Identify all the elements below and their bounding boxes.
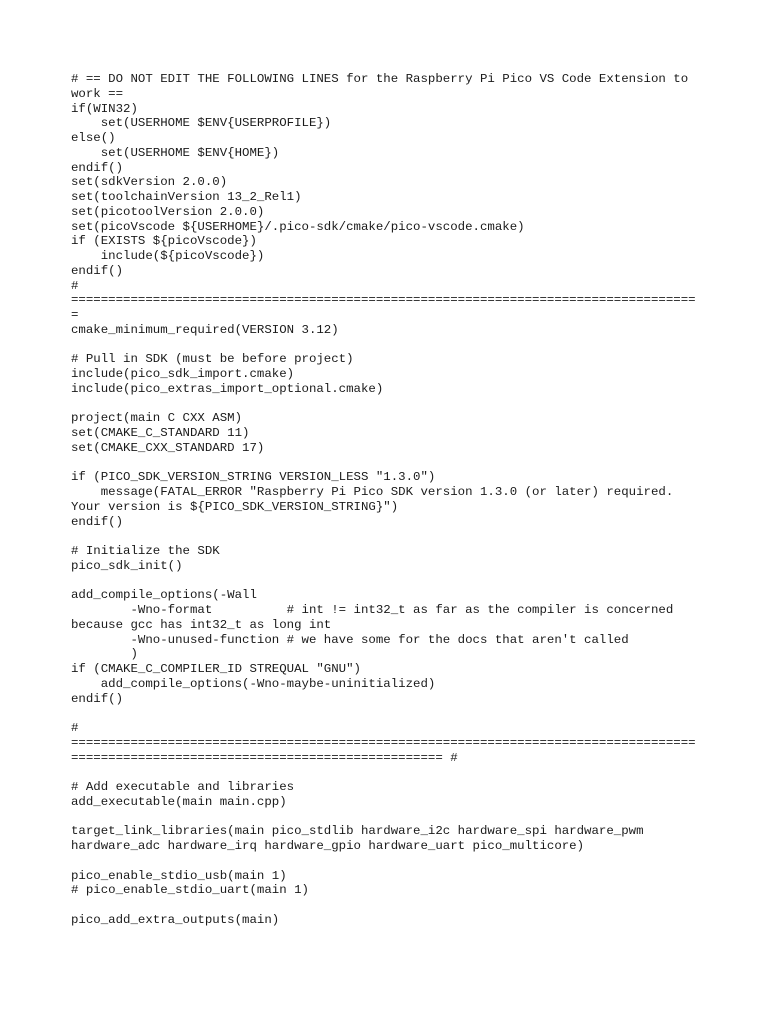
code-line (71, 397, 696, 412)
code-line: set(USERHOME $ENV{HOME}) (71, 145, 280, 160)
code-line: include(pico_extras_import_optional.cmake) (71, 381, 384, 396)
code-line (71, 456, 696, 471)
code-line: endif() (71, 160, 124, 175)
code-line: hardware_adc hardware_irq hardware_gpio hardware_uart pico_multicore) (71, 839, 585, 853)
code-line: set(CMAKE_CXX_STANDARD 17) (71, 440, 265, 455)
code-line: # Initialize the SDK (71, 544, 220, 558)
code-line: -Wno-format # int != int32_t as far as the compiler is concerned (71, 603, 674, 617)
code-line: endif() (71, 514, 124, 529)
code-line: endif() (71, 263, 124, 278)
code-line: pico_enable_stdio_usb(main 1) (71, 868, 287, 883)
code-line: = (71, 308, 79, 322)
code-line: if (CMAKE_C_COMPILER_ID STREQUAL "GNU") (71, 662, 361, 676)
code-line: Your version is ${PICO_SDK_VERSION_STRING}") (71, 499, 399, 514)
code-line (71, 706, 696, 721)
code-line: add_compile_options(-Wall (71, 588, 257, 603)
code-line: ) (71, 647, 138, 662)
code-line: # Pull in SDK (must be before project) (71, 352, 354, 367)
code-line: if (EXISTS ${picoVscode}) (71, 234, 257, 249)
code-line: cmake_minimum_required(VERSION 3.12) (71, 322, 339, 337)
code-line: # == DO NOT EDIT THE FOLLOWING LINES for the Raspberry Pi Pico VS Code Extension to (71, 72, 689, 86)
code-line: set(CMAKE_C_STANDARD 11) (71, 426, 250, 440)
code-line: # pico_enable_stdio_uart(main 1) (71, 883, 309, 898)
code-line: ==================================================================================== (71, 293, 696, 308)
code-line: pico_add_extra_outputs(main) (71, 912, 280, 927)
code-line: set(picoVscode ${USERHOME}/.pico-sdk/cmake/pico-vscode.cmake) (71, 219, 525, 234)
code-line (71, 854, 696, 869)
code-line: if(WIN32) (71, 101, 138, 116)
code-line: add_compile_options(-Wno-maybe-uninitialized) (71, 676, 436, 691)
code-line: work == (71, 86, 124, 101)
code-line: ==================================================================================== (71, 735, 696, 750)
code-line: else() (71, 131, 116, 145)
code-line: because gcc has int32_t as long int (71, 617, 332, 632)
code-line (71, 574, 696, 589)
code-line (71, 898, 696, 913)
code-line: pico_sdk_init() (71, 558, 183, 573)
code-line: endif() (71, 691, 124, 706)
code-line: target_link_libraries(main pico_stdlib hardware_i2c hardware_spi hardware_pwm (71, 824, 644, 839)
code-line: set(picotoolVersion 2.0.0) (71, 204, 265, 219)
code-line: set(toolchainVersion 13_2_Rel1) (71, 190, 302, 204)
code-line: # (71, 278, 79, 293)
code-line (71, 765, 696, 780)
code-line: if (PICO_SDK_VERSION_STRING VERSION_LESS "1.3.0") (71, 470, 436, 485)
code-line: add_executable(main main.cpp) (71, 794, 287, 809)
code-line: project(main C CXX ASM) (71, 411, 243, 426)
code-line: # Add executable and libraries (71, 780, 295, 794)
code-block (71, 72, 696, 928)
code-line: include(${picoVscode}) (71, 249, 265, 263)
code-line: message(FATAL_ERROR "Raspberry Pi Pico SDK version 1.3.0 (or later) required. (71, 485, 674, 499)
code-line: # (71, 721, 79, 735)
code-line: set(sdkVersion 2.0.0) (71, 175, 228, 190)
code-line: include(pico_sdk_import.cmake) (71, 367, 295, 381)
code-line (71, 529, 696, 544)
code-line (71, 810, 696, 825)
code-line: ================================================== # (71, 750, 458, 765)
code-line: -Wno-unused-function # we have some for the docs that aren't called (71, 632, 629, 647)
code-line (71, 338, 696, 353)
code-line: set(USERHOME $ENV{USERPROFILE}) (71, 116, 332, 131)
